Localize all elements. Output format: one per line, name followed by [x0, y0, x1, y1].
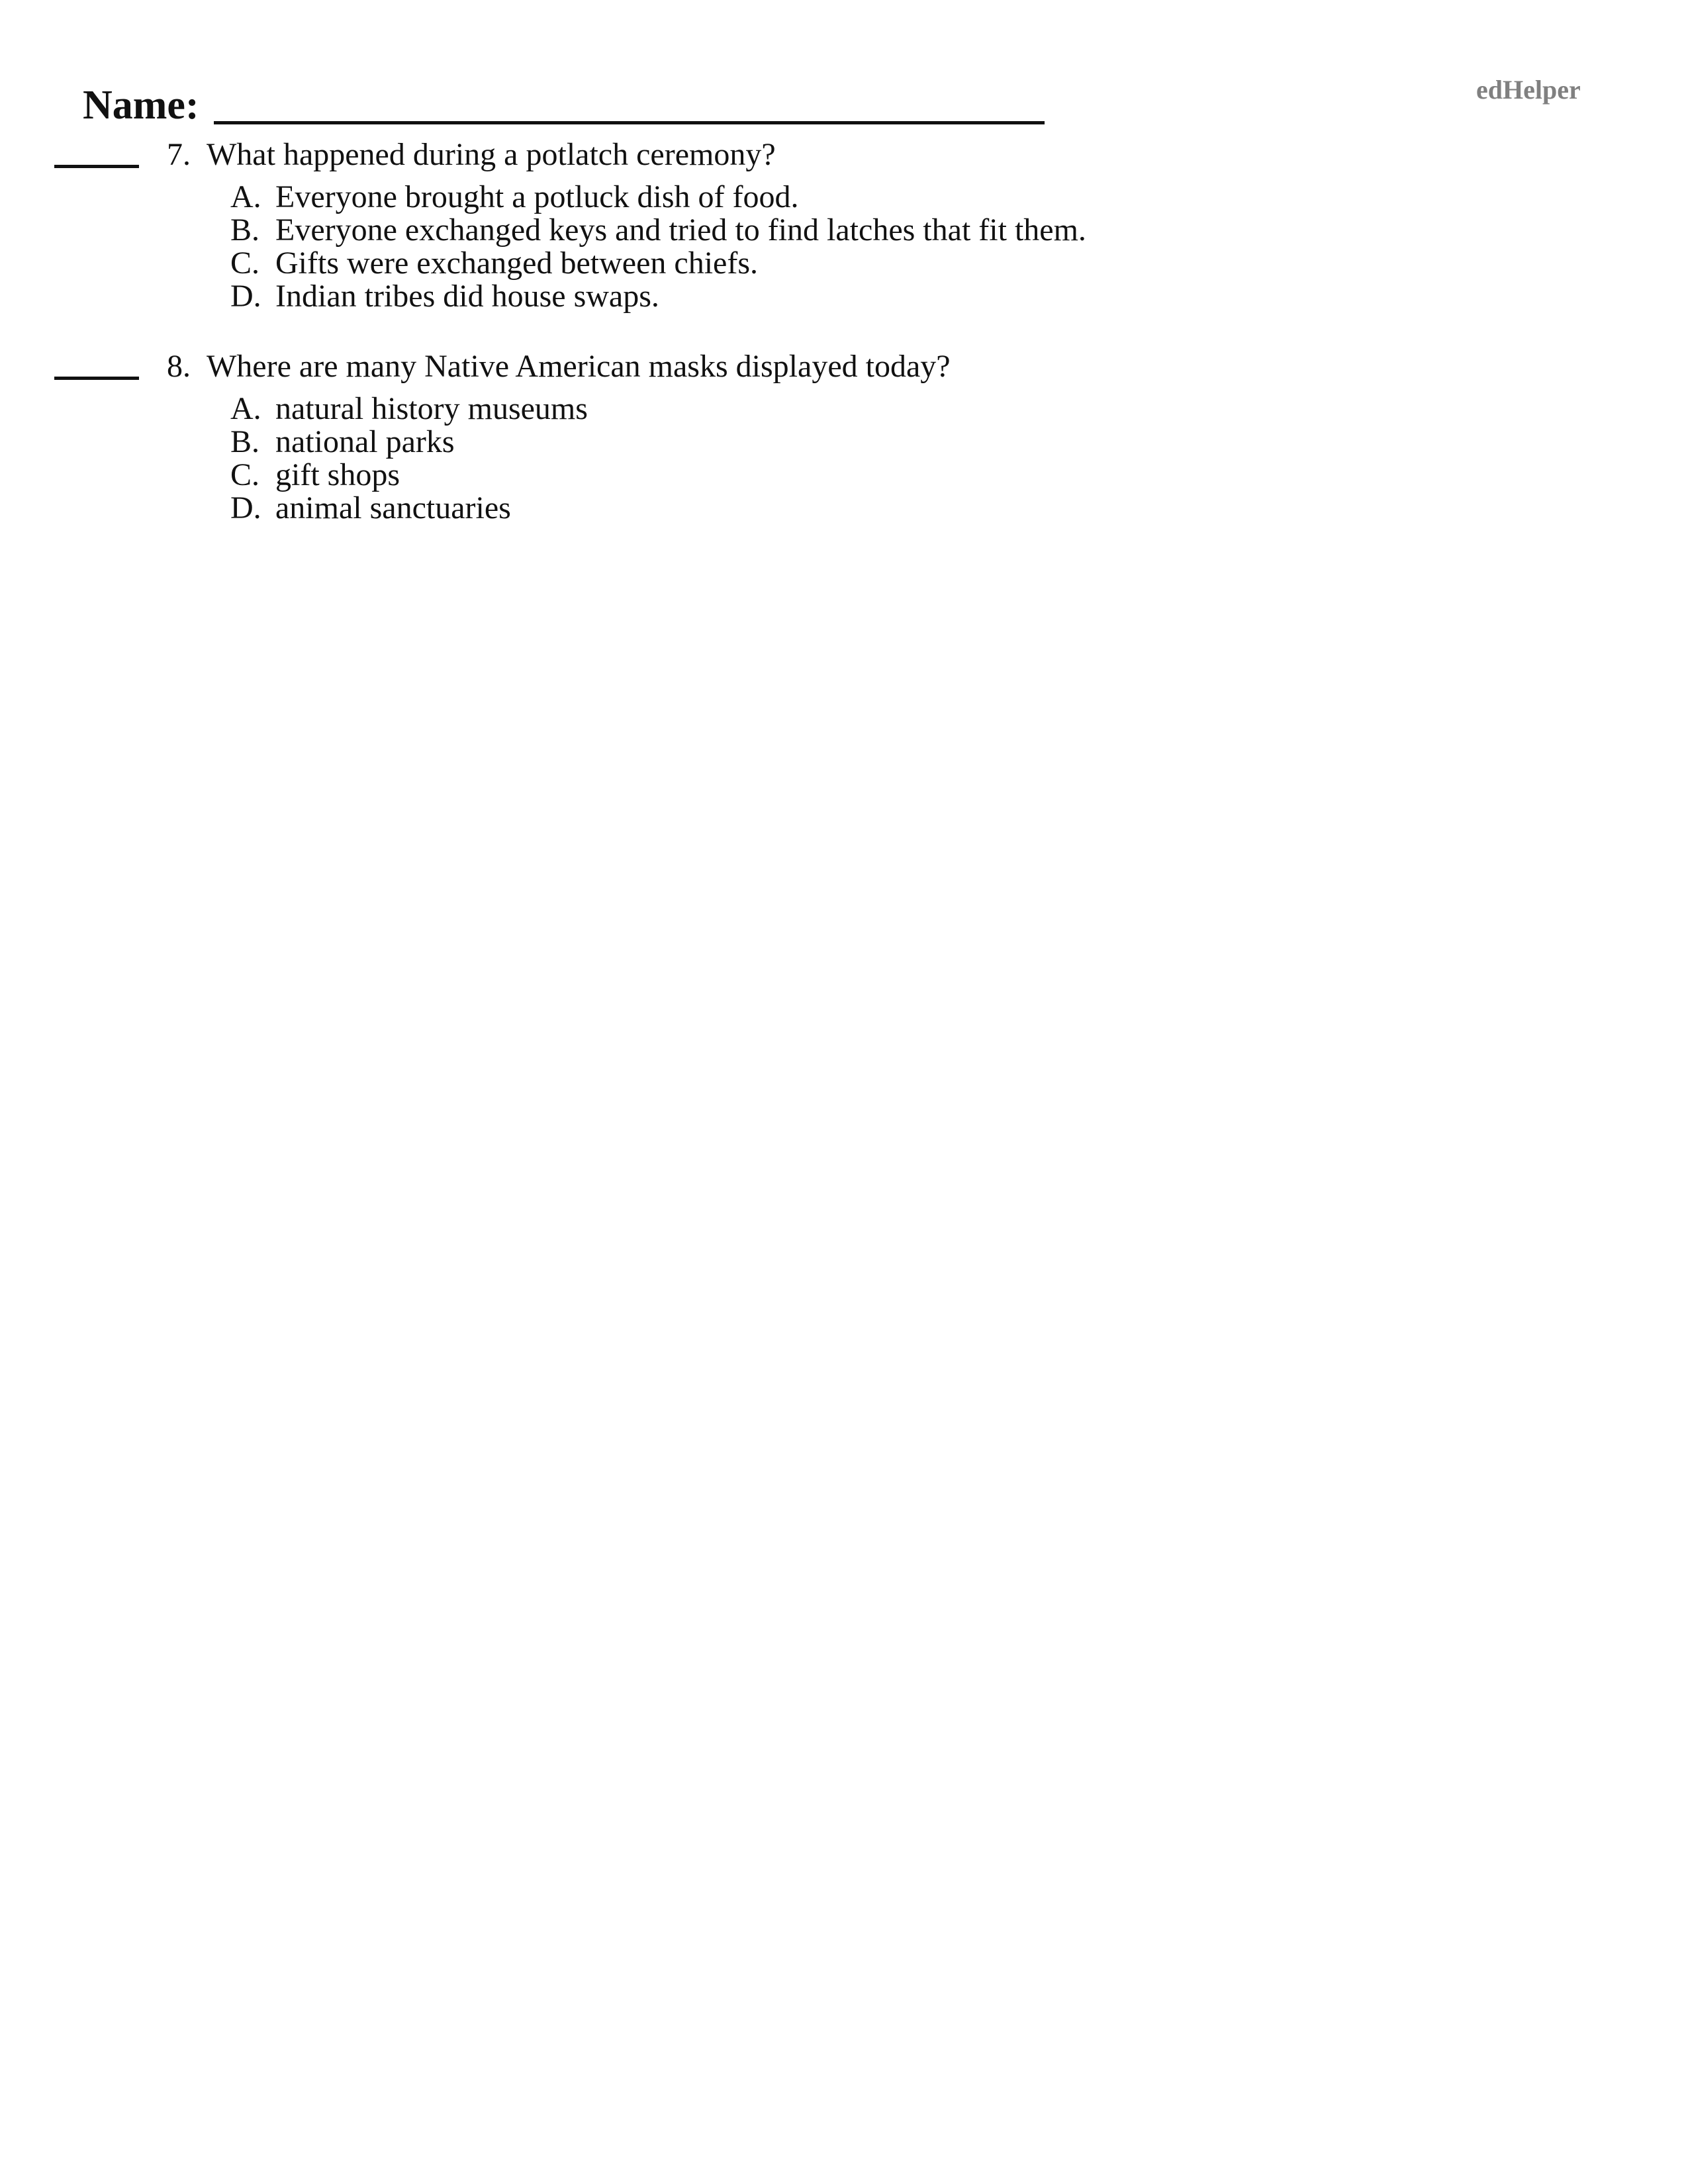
- answer-blank-7[interactable]: [54, 165, 139, 168]
- name-label: Name:: [83, 83, 199, 128]
- option-text: animal sanctuaries: [275, 490, 511, 525]
- brand-logo-text: edHelper: [1476, 75, 1581, 105]
- option-letter: B.: [230, 424, 260, 459]
- question-number: 7.: [167, 137, 191, 172]
- question-text: What happened during a potlatch ceremony?: [207, 137, 776, 172]
- option-letter: D.: [230, 279, 261, 314]
- option-text: national parks: [275, 424, 455, 459]
- option-letter: C.: [230, 246, 260, 281]
- option-letter: A.: [230, 391, 261, 426]
- option-text: Indian tribes did house swaps.: [275, 279, 659, 314]
- option-text: gift shops: [275, 457, 400, 492]
- question-number: 8.: [167, 349, 191, 384]
- option-letter: C.: [230, 457, 260, 492]
- option-text: Everyone exchanged keys and tried to find latches that fit them.: [275, 212, 1086, 248]
- option-text: Gifts were exchanged between chiefs.: [275, 246, 758, 281]
- option-text: Everyone brought a potluck dish of food.: [275, 179, 799, 214]
- name-row: [83, 73, 1045, 126]
- option-text: natural history museums: [275, 391, 588, 426]
- option-letter: B.: [230, 212, 260, 248]
- name-field[interactable]: [214, 121, 1045, 124]
- answer-blank-8[interactable]: [54, 377, 139, 380]
- option-letter: D.: [230, 490, 261, 525]
- option-letter: A.: [230, 179, 261, 214]
- question-text: Where are many Native American masks displayed today?: [207, 349, 951, 384]
